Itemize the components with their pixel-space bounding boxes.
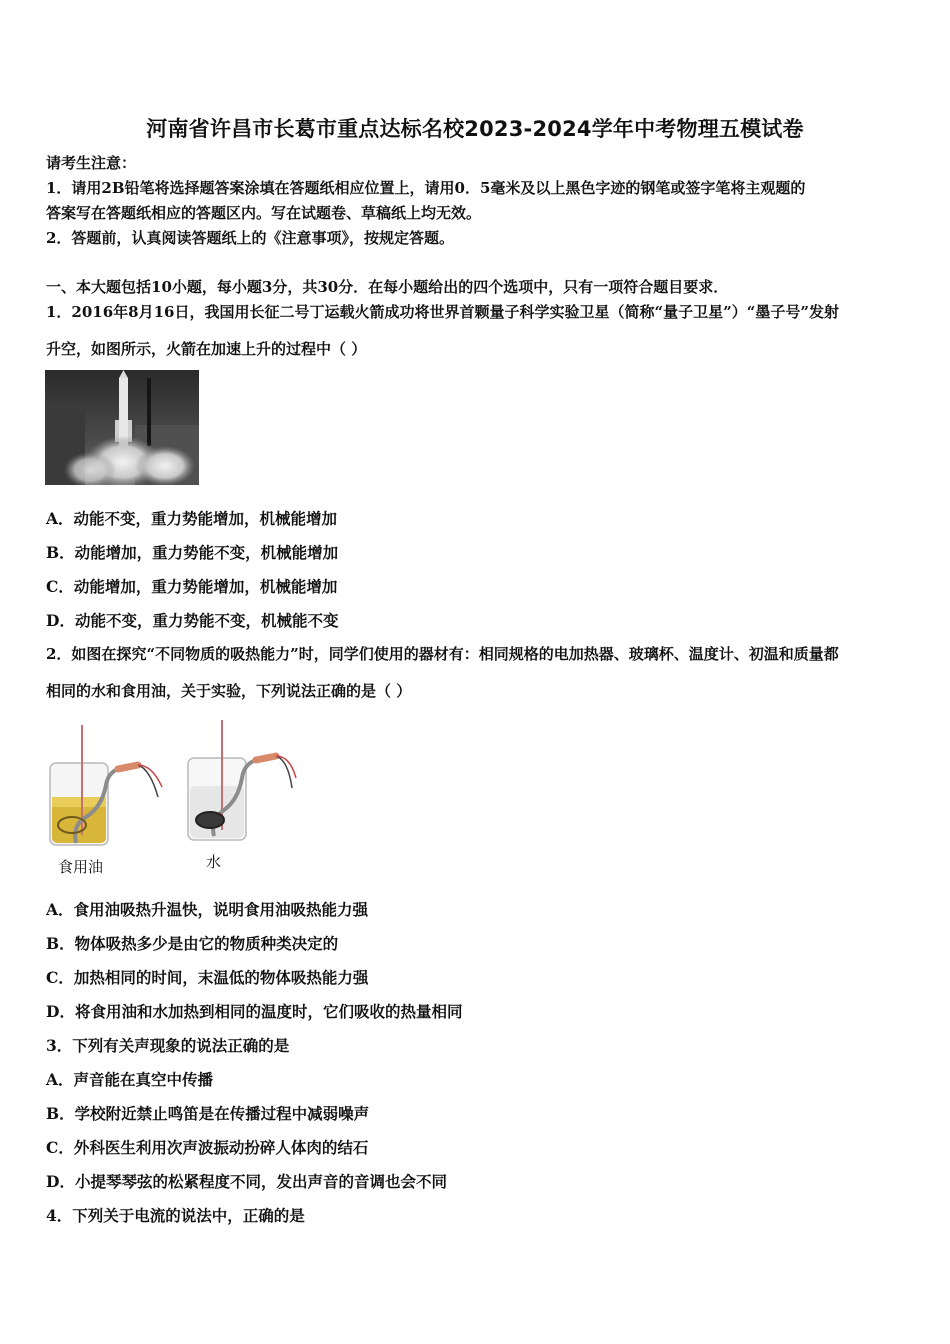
water-caption: 水 xyxy=(206,853,222,871)
q1-option-c: C．动能增加，重力势能增加，机械能增加 xyxy=(46,577,338,596)
q4-stem: 4．下列关于电流的说法中，正确的是 xyxy=(46,1206,305,1225)
water-beaker-image xyxy=(184,720,304,845)
q3-option-a: A．声音能在真空中传播 xyxy=(46,1070,214,1089)
q2-option-c: C．加热相同的时间，末温低的物体吸热能力强 xyxy=(46,968,369,987)
notice-line-3: 2．答题前，认真阅读答题纸上的《注意事项》，按规定答题。 xyxy=(46,229,454,247)
notice-line-2: 答案写在答题纸相应的答题区内。写在试题卷、草稿纸上均无效。 xyxy=(46,204,482,222)
q2-stem-line-2: 相同的水和食用油，关于实验，下列说法正确的是（ ） xyxy=(46,682,412,700)
oil-caption: 食用油 xyxy=(58,858,104,876)
q1-option-b: B．动能增加，重力势能不变，机械能增加 xyxy=(46,543,339,562)
oil-beaker-image xyxy=(46,725,166,850)
q3-stem: 3．下列有关声现象的说法正确的是 xyxy=(46,1036,290,1055)
notice-line-1: 1．请用2B铅笔将选择题答案涂填在答题纸相应位置上，请用0．5毫米及以上黑色字迹的钢笔或签字笔将主观题的 xyxy=(46,179,806,197)
q2-option-b: B．物体吸热多少是由它的物质种类决定的 xyxy=(46,934,339,953)
q2-option-a: A．食用油吸热升温快，说明食用油吸热能力强 xyxy=(46,900,369,919)
rocket-launch-image xyxy=(45,370,199,485)
page-title: 河南省许昌市长葛市重点达标名校2023-2024学年中考物理五模试卷 xyxy=(146,117,804,141)
q2-stem-line-1: 2．如图在探究“不同物质的吸热能力”时，同学们使用的器材有：相同规格的电加热器、玻璃杯、温度计、初温和质量都 xyxy=(46,645,839,663)
notice-heading: 请考生注意： xyxy=(46,154,137,172)
q1-stem-line-2: 升空，如图所示，火箭在加速上升的过程中（ ） xyxy=(46,340,367,358)
q1-option-d: D．动能不变，重力势能不变，机械能不变 xyxy=(46,611,339,630)
q1-stem-line-1: 1．2016年8月16日，我国用长征二号丁运载火箭成功将世界首颗量子科学实验卫星（简称“量子卫星”）“墨子号”发射 xyxy=(46,303,840,321)
q2-option-d: D．将食用油和水加热到相同的温度时，它们吸收的热量相同 xyxy=(46,1002,463,1021)
q3-option-b: B．学校附近禁止鸣笛是在传播过程中减弱噪声 xyxy=(46,1104,370,1123)
q3-option-d: D．小提琴琴弦的松紧程度不同，发出声音的音调也会不同 xyxy=(46,1172,447,1191)
q1-option-a: A．动能不变，重力势能增加，机械能增加 xyxy=(46,509,338,528)
section-heading: 一、本大题包括10小题，每小题3分，共30分．在每小题给出的四个选项中，只有一项符合题目要求． xyxy=(46,278,729,296)
q3-option-c: C．外科医生利用次声波振动扮碎人体肉的结石 xyxy=(46,1138,369,1157)
